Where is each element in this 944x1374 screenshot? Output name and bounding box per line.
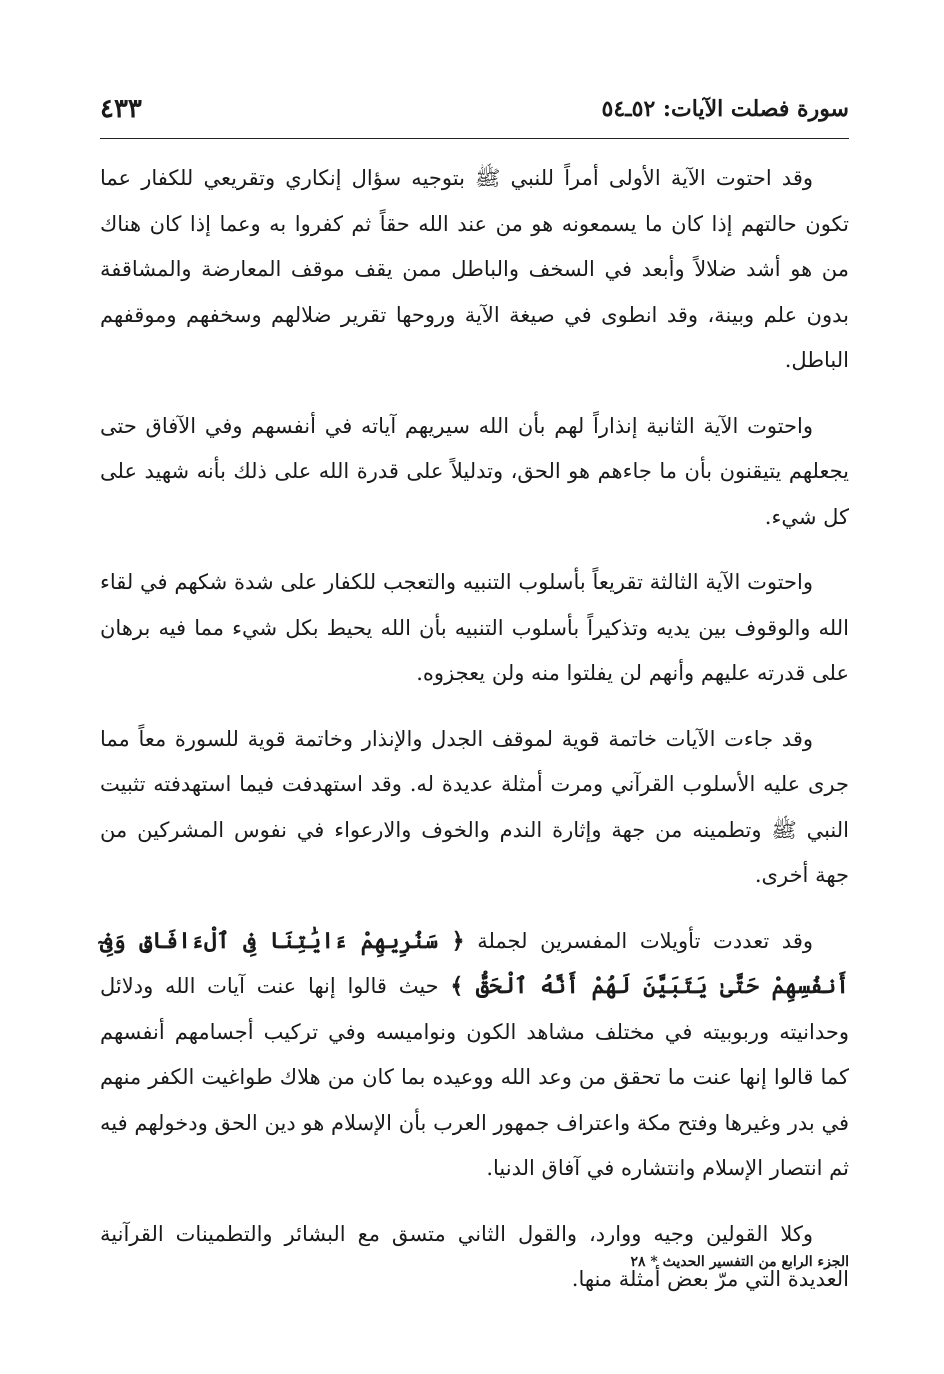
quran-verse: ﴿ سَنُرِيهِمْ ءَايَٰتِنَا فِى ٱلْءَافَاقِ وَفِىٓ أَنفُسِهِمْ حَتَّىٰ يَتَبَيَّنَ لَهُمْ أَنَّهُ ٱلْحَقُّ ﴾ (100, 927, 849, 999)
paragraph-5-intro: وقد تعددت تأويلات المفسرين لجملة (477, 928, 813, 953)
page-footer: الجزء الرابع من التفسير الحديث * ٢٨ (630, 1254, 849, 1270)
running-title: سورة فصلت الآيات: ٥٢ـ٥٤ (601, 96, 849, 122)
page-header (100, 96, 849, 136)
paragraph-4: وقد جاءت الآيات خاتمة قوية لموقف الجدل والإنذار وخاتمة قوية للسورة معاً مما جرى عليه الأسلوب القرآني ومرت أمثلة عديدة له. وقد استهدفت فيما استهدفته تثبيت النبي ﷺ وتطمينه من جهة وإثارة الندم والخوف والارعواء في نفوس المشركين من جهة أخرى. (100, 726, 849, 887)
paragraph-2: واحتوت الآية الثانية إنذاراً لهم بأن الله سيريهم آياته في أنفسهم وفي الآفاق حتى يجعلهم يتيقنون بأن ما جاءهم هو الحق، وتدليلاً على قدرة الله على ذلك بأنه شهيد على كل شيء. (100, 413, 849, 529)
body-text (100, 156, 849, 1323)
paragraph-5 (100, 919, 849, 1192)
paragraph-6: وكلا القولين وجيه ووارد، والقول الثاني متسق مع البشائر والتطمينات القرآنية العديدة التي مرّ بعض أمثلة منها. (100, 1221, 849, 1291)
page-number: ٤٣٣ (100, 94, 142, 124)
paragraph-5-rest: حيث قالوا إنها عنت آيات الله ودلائل وحدانيته وربوبيته في مختلف مشاهد الكون ونواميسه وفي تركيب أجسامهم أنفسهم كما قالوا إنها عنت ما تحقق من وعد الله ووعيده بما كان من هلاك طواغيت الكفر منهم في بدر وغيرها وفتح مكة واعتراف جمهور العرب بأن الإسلام هو دين الحق ودخولهم فيه ثم انتصار الإسلام وانتشاره في آفاق الدنيا. (100, 974, 849, 1180)
paragraph-3: واحتوت الآية الثالثة تقريعاً بأسلوب التنبيه والتعجب للكفار على شدة شكهم في لقاء الله والوقوف بين يديه وتذكيراً بأسلوب التنبيه بأن الله يحيط بكل شيء مما فيه برهان على قدرته عليهم وأنهم لن يفلتوا منه ولن يعجزوه. (100, 570, 849, 685)
header-divider (100, 138, 849, 139)
paragraph-1: وقد احتوت الآية الأولى أمراً للنبي ﷺ بتوجيه سؤال إنكاري وتقريعي للكفار عما تكون حالتهم إذا كان ما يسمعونه هو من عند الله حقاً ثم كفروا به وعما إذا كان هناك من هو أشد ضلالاً وأبعد في السخف والباطل ممن يقف موقف المعارضة والمشاقفة بدون علم وبينة، وقد انطوى في صيغة الآية وروحها تقرير ضلالهم وسخفهم وموقفهم الباطل. (100, 166, 849, 372)
